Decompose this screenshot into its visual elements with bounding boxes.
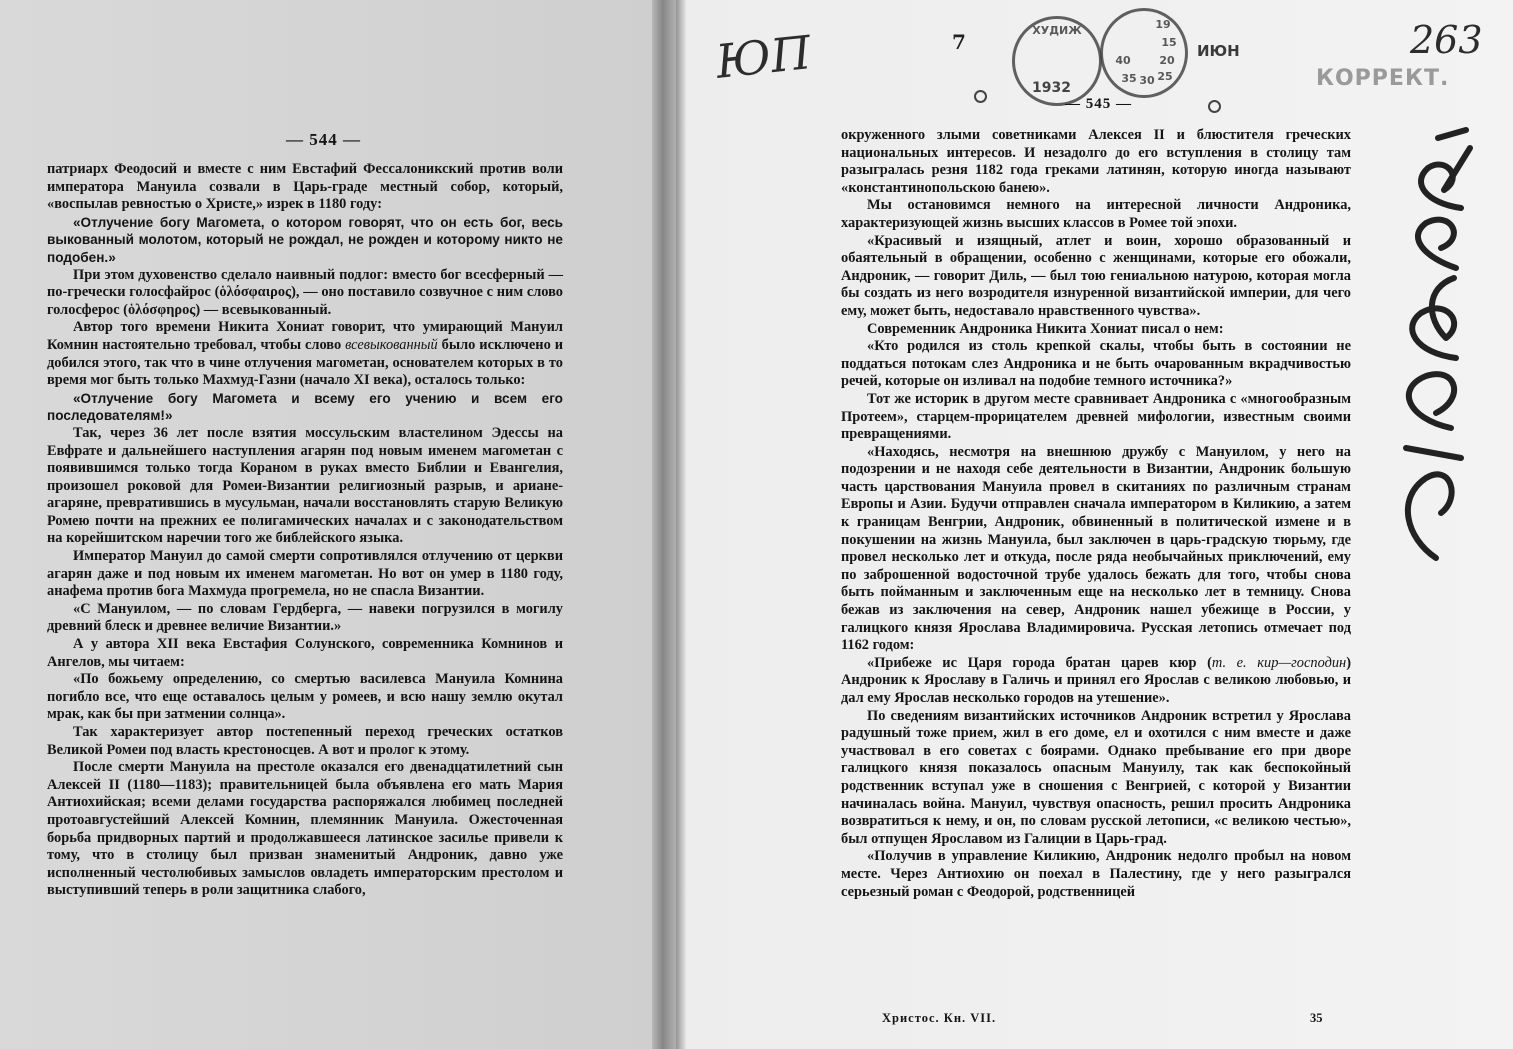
paragraph: Так, через 36 лет после взятия моссульским властелином Эдессы на Евфрате и дальнейшего наступления агарян под новым именем магометан с появившимся только тогда Кораном в руках вместо Библии и Евангелия, произошел роковой для Ромеи-Византии религиозный разрыв, и ариане-агаряне, превратившись в мусульман, начали восстановлять старую Великую Ромею почти на прежних ее полигамических началах и с законодательством на корейшитском наречии того же библейского языка.: [47, 424, 563, 547]
handwritten-signature: [1366, 118, 1486, 568]
paragraph: «Прибеже ис Царя города братан царев кюр (т. е. кир—господин) Андроник к Ярославу в Галичь и принял его Ярослав с великою любовью, и дал ему Ярослав несколько городов на утешение».: [841, 654, 1351, 706]
paragraph: Тот же историк в другом месте сравнивает Андроника с «многообразным Протеем», старцем-прорицателем древней мифологии, известным своими превращениями.: [841, 390, 1351, 443]
paragraph: А у автора XII века Евстафия Солунского, современника Комнинов и Ангелов, мы читаем:: [47, 636, 563, 670]
paragraph: Император Мануил до самой смерти сопротивлялся отлучению от церкви агарян даже и под новым их именем магометан. Но вот он умер в 1180 году, анафема против бога Махмуда прогремела, но не спасла Византии.: [47, 548, 563, 600]
round-stamp-right: [1100, 8, 1188, 98]
footer-signature: Христос. Кн. VII.: [882, 1011, 997, 1025]
emphasized-word: всевыкованный: [345, 336, 438, 353]
paragraph: Так характеризует автор постепенный переход греческих остатков Великой Ромеи под власть крестоносцев. А вот и пролог к этому.: [47, 724, 563, 758]
stamp-digit: 20: [1159, 54, 1175, 67]
stamp-digit: 19: [1155, 18, 1171, 31]
stamp-digit: 30: [1139, 74, 1155, 87]
paragraph: Мы остановимся немного на интересной личности Андроника, характеризующей жизнь высших классов в Ромее той эпохи.: [841, 197, 1351, 231]
paragraph: По сведениям византийских источников Андроник встретил у Ярослава радушный тоже прием, жил в его доме, ел и охотился с ним вместе и даже участвовал в его советах с боярами. Однако пребывание его при дворе галицкого князя показалось опасным Мануилу, так как беспокойный родственник вступал уже в сношения с Венгрией, с которой у Византии начиналась война. Мануил, чувствуя опасность, решил просить Андроника возвратиться к нему, и он, по словам русской летописи, «с великою честью», был отпущен Ярославом из Галиции в Царь-град.: [841, 707, 1351, 847]
handwritten-catalog-mark: ЮП: [713, 25, 814, 89]
paragraph: Автор того времени Никита Хониат говорит, что умирающий Мануил Комнин настоятельно требовал, чтобы слово всевыкованный было исключено и добился этого, так что в чине отлучения магометан, основателем которых в то время мог быть только Махмуд-Газни (начало XI века), осталось только:: [47, 319, 563, 389]
stamp-text: ХУДИЖ: [1032, 24, 1082, 37]
paragraph: После смерти Мануила на престоле оказался его двенадцатилетний сын Алексей II (1180—1183); правительницей была объявлена его мать Мария Антиохийская; всеми делами государства распоряжался любимец последней протоавгустейший Алексей Комнин, племянник Мануила. Ожесточенная борьба придворных партий и продолжавшееся латинское засилье привели к тому, что в столицу был призван знаменитый Андроник, давно уже исполненный честолюбивых замыслов овладеть императорским престолом и выступивший теперь в роли защитника слабого,: [47, 759, 563, 899]
stamp-digit: 15: [1161, 36, 1177, 49]
left-page-text: [47, 161, 563, 900]
left-page: [0, 0, 652, 1049]
left-page-number: — 544 —: [286, 130, 361, 149]
paragraph: «С Мануилом, — по словам Гердберга, — навеки погрузился в могилу древний блеск и древнее величие Византии.»: [47, 600, 563, 635]
stamp-digit: 40: [1115, 54, 1131, 67]
emphasized-word: т. е. кир—господин: [1211, 654, 1347, 671]
stamp-digit: 25: [1157, 70, 1173, 83]
paragraph: «Получив в управление Киликию, Андроник недолго пробыл на новом месте. Через Антиохию он поехал в Палестину, где у него разыгрался серьезный роман с Феодорой, родственницей: [841, 848, 1351, 900]
paragraph: «Находясь, несмотря на внешнюю дружбу с Мануилом, у него на подозрении и не находя себе деятельности в Византии, Андроник большую часть царствования Мануила провел в скитаниях по различным странам Европы и Азии. Будучи отправлен сначала императором в Киликию, а затем к границам Венгрии, Андроник, обвиненный в политической измене и в покушении на жизнь Мануила, был заключен в царь-градскую тюрьму, где провел несколько лет и откуда, после ряда необычайных приключений, ему по заброшенной водосточной трубе удалось бежать для того, чтобы снова быть пойманным и заключенным еще на несколько лет в темницу. Снова бежав из заключения на север, Андроник нашел убежище в России, у галицкого князя Ярослава Владимировича. Русская летопись отмечает под 1162 годом:: [841, 443, 1351, 654]
paragraph: патриарх Феодосий и вместе с ним Евстафий Фессалоникский против воли императора Мануила созвали в Царь-граде местный собор, который, «воспылав ревностью о Христе,» изрек в 1180 году:: [47, 161, 563, 213]
book-gutter: [652, 0, 676, 1049]
paragraph: окруженного злыми советниками Алексея II и блюстителя греческих национальных интересов. И незадолго до его вступления в столицу там разыгралась резня 1182 года греками латинян, которую иногда называют «константинопольскою банею».: [841, 127, 1351, 196]
footer-sheet-number: 35: [1310, 1011, 1323, 1025]
stamp-digit: 35: [1121, 72, 1137, 85]
correction-stamp: КОРРЕКТ.: [1316, 66, 1450, 91]
stamp-number: 7: [952, 30, 966, 54]
right-page-text: [841, 127, 1351, 901]
right-page-number: — 545 —: [1065, 96, 1132, 112]
right-page: [676, 0, 1513, 1049]
small-circle-mark: [974, 90, 987, 103]
small-circle-mark: [1208, 100, 1221, 113]
bold-quote: «Отлучение богу Магомета и всему его учению и всем его последователям!»: [47, 390, 563, 424]
paragraph: Современник Андроника Никита Хониат писал о нем:: [867, 320, 1224, 337]
paragraph: При этом духовенство сделало наивный подлог: вместо бог всесферный — по-гречески голосфайрос (ὁλόσφαιρος), — оно поставило созвучное с ним слово голосферос (ὁλόσφηρος) — всевыкованный.: [47, 266, 563, 318]
paragraph: «Кто родился из столь крепкой скалы, чтобы быть в состоянии не поддаться потокам слез Андроника и не быть очарованным вкрадчивостью речей, которые он изливал на подобие темного источника?»: [841, 338, 1351, 390]
paragraph: «По божьему определению, со смертью василевса Мануила Комнина погибло все, что еще оставалось целым у ромеев, и всю нашу землю окутал мрак, как бы при затмении солнца».: [47, 671, 563, 723]
handwritten-page-number: 263: [1410, 18, 1483, 62]
paragraph: «Красивый и изящный, атлет и воин, хорошо образованный и обаятельный в обращении, особенно с женщинами, которые его обожали, Андроник, — говорит Диль, — был тою гениальною натурою, которая могла бы создать из него возродителя изнуренной византийской империи, для чего ему, может быть, недоставало нравственного чувства».: [841, 232, 1351, 319]
bold-quote: «Отлучение богу Магомета, о котором говорят, что он есть бог, весь выкованный молотом, который не рождал, не рожден и которому никто не подобен.»: [47, 214, 563, 265]
stamp-month: ИЮН: [1197, 42, 1240, 60]
stamp-year: 1932: [1032, 80, 1071, 96]
